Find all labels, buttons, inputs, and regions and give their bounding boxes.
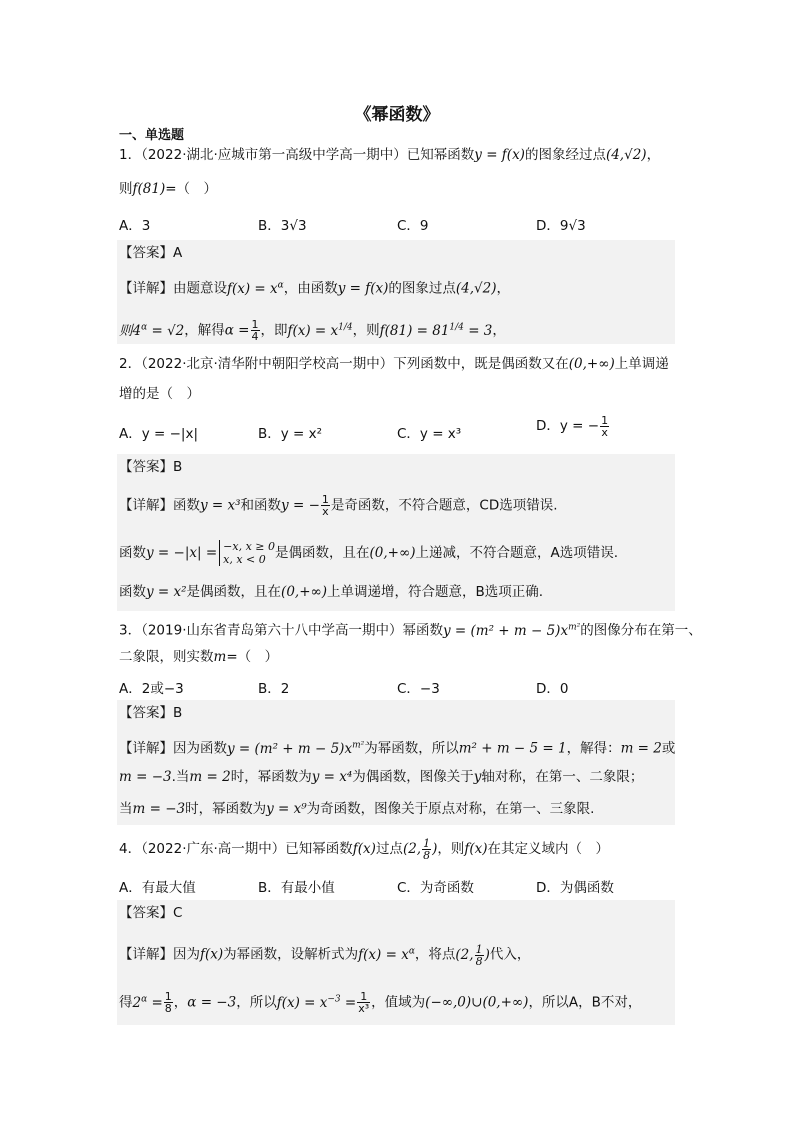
q3-option-d[interactable]: D．0 (536, 681, 569, 697)
q2-detail-line3: 函数y = x²是偶函数，且在(0,+∞)上单调递增，符合题意，B选项正确. (119, 584, 544, 600)
q1-detail-line1: 【详解】由题意设$f(x) = x^\alpha$，由函数y = f(x)的图象过点(4,√2)， (119, 280, 511, 297)
q2-detail-line2: 函数y = −|x| = −x, x ≥ 0 x, x < 0 是偶函数，且在(0,+∞)上递减，不符合题意，A选项错误. (119, 540, 618, 566)
q3-detail-line2: m = −3.当m = 2时，幂函数为y = x⁴为偶函数，图像关于y轴对称，在第一、二象限； (119, 769, 644, 785)
page-title: 《幂函数》 (354, 105, 440, 125)
q2-detail-line1: 【详解】函数y = x³和函数y = − $\frac{1}{x}$ 是奇函数，不符合题意，CD选项错误. (119, 493, 558, 518)
q2-stem-line1: 2．（2022·北京·清华附中朝阳学校高一期中）下列函数中，既是偶函数又在(0,+∞)上单调递 (119, 356, 669, 372)
q2-answer: 【答案】B (119, 459, 183, 475)
q1-option-c[interactable]: C．9 (397, 218, 429, 234)
q4-detail-line2: 得$2^\alpha$ = $\frac{1}{8}$ ，α = −3，所以$f(x) = x^{-3}$ = $\frac{1}{\text{x³}}$ ，值域为(−∞,0)∪(0,+∞)，所以A，B不对， (119, 990, 642, 1015)
q2-option-a[interactable]: A．y = −|x| (119, 426, 199, 442)
q4-option-b[interactable]: B．有最小值 (258, 880, 335, 896)
q1-option-b[interactable]: B．3√3 (258, 218, 307, 234)
q3-option-b[interactable]: B．2 (258, 681, 290, 697)
q1-option-a[interactable]: A．3 (119, 218, 151, 234)
q3-detail-line1: 【详解】因为函数$y = (m^2 + m - 5)x^{m^2}$为幂函数，所以m² + m − 5 = 1，解得：m = 2或 (119, 740, 676, 757)
q1-stem-line1: 1．（2022·湖北·应城市第一高级中学高一期中）已知幂函数y = f(x)的图象经过点(4,√2)， (119, 147, 661, 163)
q1-stem-line2: 则f(81)=（ ） (119, 181, 218, 197)
q4-option-d[interactable]: D．为偶函数 (536, 880, 614, 896)
q1-answer: 【答案】A (119, 245, 183, 261)
q3-detail-line3: 当m = −3时，幂函数为y = x⁹为奇函数，图像关于原点对称，在第一、三象限. (119, 801, 595, 817)
q3-option-c[interactable]: C．−3 (397, 681, 440, 697)
q3-option-a[interactable]: A．2或−3 (119, 681, 184, 697)
q1-option-d[interactable]: D．9√3 (536, 218, 586, 234)
q2-option-c[interactable]: C．y = x³ (397, 426, 462, 442)
q2-stem-line2: 增的是（ ） (119, 386, 200, 402)
section-heading: 一、单选题 (119, 128, 185, 143)
q2-option-d[interactable]: D．y = − $\frac{1}{x}$ (536, 413, 609, 439)
q4-option-c[interactable]: C．为奇函数 (397, 880, 474, 896)
q3-stem-line1: 3．（2019·山东省青岛第六十八中学高一期中）幂函数$y = (m^2 + m - 5)x^{m^2}$的图像分布在第一、 (119, 622, 702, 639)
q1-detail-line2: 则$4^\alpha = √2$，解得α = $\frac{1}{4}$ ，即$f(x) = x^{1/4}$，则$f(81) = 81^{1/4} = 3$， (119, 318, 506, 343)
q3-answer: 【答案】B (119, 705, 183, 721)
q4-detail-line1: 【详解】因为f(x)为幂函数，设解析式为$f(x) = x^\alpha$，将点(2, $\frac{1}{8}$ )代入， (119, 942, 531, 968)
q4-stem: 4．（2022·广东·高一期中）已知幂函数f(x)过点(2, $\frac{1}{8}$ )，则f(x)在其定义域内（ ） (119, 837, 610, 862)
q4-option-a[interactable]: A．有最大值 (119, 880, 196, 896)
q4-answer: 【答案】C (119, 905, 183, 921)
q3-stem-line2: 二象限，则实数m=（ ） (119, 649, 279, 665)
q2-option-b[interactable]: B．y = x² (258, 426, 323, 442)
